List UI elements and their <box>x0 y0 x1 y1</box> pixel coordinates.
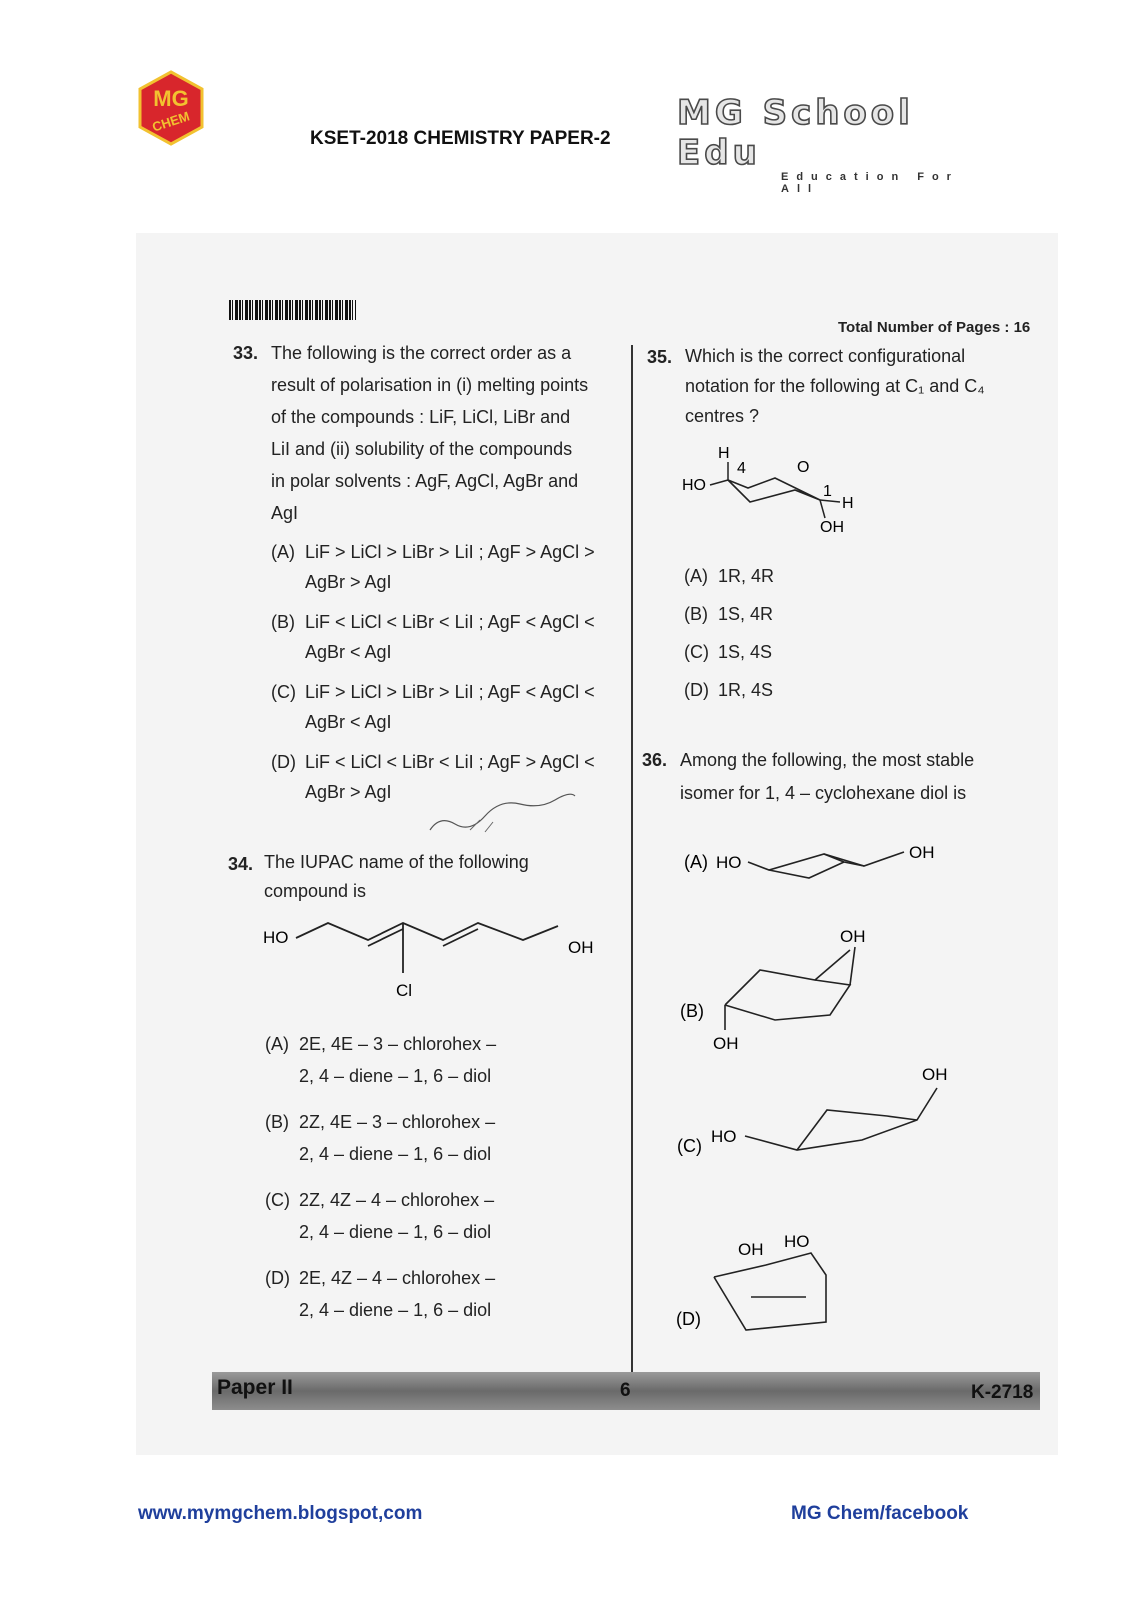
option-label: (B) <box>684 604 708 624</box>
option-text: LiF > LiCl > LiBr > LiI ; AgF > AgCl > <box>305 542 595 562</box>
question-line: notation for the following at C₁ and C₄ <box>685 376 985 396</box>
question-line: Among the following, the most stable <box>680 750 975 770</box>
option-c[interactable] <box>677 1060 967 1170</box>
option-text: 2, 4 – diene – 1, 6 – diol <box>299 1222 492 1242</box>
option-a[interactable] <box>684 557 884 595</box>
question-line: Which is the correct configurational <box>685 346 966 366</box>
brand-block <box>677 93 997 195</box>
question-line: compound is <box>264 881 367 901</box>
atom-label: H <box>842 495 854 512</box>
option-text: 1R, 4R <box>718 566 775 586</box>
svg-text:CHEM: CHEM <box>150 108 192 135</box>
question-number: 36. <box>642 750 668 770</box>
option-text: 2, 4 – diene – 1, 6 – diol <box>299 1300 492 1320</box>
option-b[interactable] <box>271 607 623 667</box>
question-line: The IUPAC name of the following <box>264 852 529 872</box>
option-text: LiF < LiCl < LiBr < LiI ; AgF < AgCl < <box>305 612 595 632</box>
option-text: 1S, 4R <box>718 604 774 624</box>
facebook-link[interactable]: MG Chem/facebook <box>791 1503 969 1524</box>
atom-label: OH <box>840 927 866 946</box>
brand-name: MG School Edu <box>677 93 914 173</box>
question-33 <box>233 337 623 807</box>
atom-label: HO <box>716 853 742 872</box>
atom-label: HO <box>682 477 706 494</box>
atom-label: HO <box>784 1232 810 1251</box>
option-label: (B) <box>265 1112 289 1132</box>
page-title: KSET-2018 CHEMISTRY PAPER-2 <box>310 128 611 149</box>
option-text: AgBr < AgI <box>305 712 392 732</box>
option-text: 2, 4 – diene – 1, 6 – diol <box>299 1144 492 1164</box>
atom-label: 1 <box>823 483 832 500</box>
option-label: (C) <box>677 1136 702 1156</box>
svg-text:MG: MG <box>153 86 189 111</box>
question-34 <box>228 848 623 906</box>
blog-link[interactable]: www.mymgchem.blogspot,com <box>138 1503 423 1524</box>
option-text: AgBr > AgI <box>305 572 392 592</box>
handwritten-scribble <box>425 790 585 840</box>
q34-structure <box>258 918 608 1008</box>
question-number: 33. <box>233 343 259 363</box>
mg-chem-logo <box>138 70 204 146</box>
option-c[interactable] <box>684 633 884 671</box>
atom-label: OH <box>713 1034 739 1053</box>
option-label: (D) <box>676 1309 701 1329</box>
atom-label: HO <box>263 928 289 947</box>
atom-label: OH <box>922 1065 948 1084</box>
column-divider <box>631 345 633 1377</box>
atom-label: OH <box>738 1240 764 1259</box>
q36-structure-d <box>676 1225 856 1335</box>
footer-paper-label: Paper II <box>217 1376 293 1399</box>
option-d[interactable] <box>676 1225 856 1340</box>
question-36 <box>642 744 1042 810</box>
option-text: AgBr > AgI <box>305 782 392 802</box>
option-a[interactable] <box>684 844 954 889</box>
question-line: LiI and (ii) solubility of the compounds <box>271 439 573 459</box>
option-label: (A) <box>271 542 295 562</box>
option-text: 2E, 4Z – 4 – chlorohex – <box>299 1268 496 1288</box>
option-label: (D) <box>684 680 709 700</box>
brand-tagline: Education For All <box>781 171 959 195</box>
question-number: 34. <box>228 854 254 874</box>
total-pages: Total Number of Pages : 16 <box>838 319 1031 336</box>
atom-label: Cl <box>396 981 413 1000</box>
question-line: The following is the correct order as a <box>271 343 572 363</box>
option-label: (A) <box>684 852 708 872</box>
option-label: (B) <box>680 1001 704 1021</box>
question-line: of the compounds : LiF, LiCl, LiBr and <box>271 407 571 427</box>
atom-label: OH <box>909 844 935 862</box>
footer-code: K-2718 <box>971 1382 1034 1403</box>
atom-label: OH <box>568 938 594 957</box>
atom-label: 4 <box>737 460 746 477</box>
barcode <box>229 300 356 320</box>
option-label: (C) <box>265 1190 290 1210</box>
q36-structure-c <box>677 1060 967 1165</box>
option-label: (A) <box>684 566 708 586</box>
atom-label: HO <box>711 1127 737 1146</box>
question-line: AgI <box>271 503 299 523</box>
option-label: (C) <box>684 642 709 662</box>
option-label: (D) <box>271 752 296 772</box>
atom-label: O <box>797 459 810 476</box>
option-label: (D) <box>265 1268 290 1288</box>
option-text: LiF > LiCl > LiBr > LiI ; AgF < AgCl < <box>305 682 595 702</box>
q35-structure <box>680 440 880 540</box>
option-b[interactable] <box>680 925 880 1060</box>
option-b[interactable] <box>265 1106 625 1170</box>
footer-page-number: 6 <box>620 1380 631 1401</box>
q36-structure-a <box>684 844 954 884</box>
question-number: 35. <box>647 347 673 367</box>
option-d[interactable] <box>684 671 884 709</box>
option-text: 1R, 4S <box>718 680 774 700</box>
option-b[interactable] <box>684 595 884 633</box>
q35-options <box>684 557 884 709</box>
option-c[interactable] <box>265 1184 625 1248</box>
option-c[interactable] <box>271 677 623 737</box>
option-text: 2E, 4E – 3 – chlorohex – <box>299 1034 497 1054</box>
option-label: (C) <box>271 682 296 702</box>
option-label: (B) <box>271 612 295 632</box>
option-text: 2Z, 4E – 3 – chlorohex – <box>299 1112 496 1132</box>
option-text: 2, 4 – diene – 1, 6 – diol <box>299 1066 492 1086</box>
q36-structure-b <box>680 925 880 1055</box>
option-d[interactable] <box>265 1262 625 1326</box>
question-line: isomer for 1, 4 – cyclohexane diol is <box>680 783 967 803</box>
question-line: centres ? <box>685 406 760 426</box>
option-text: 1S, 4S <box>718 642 773 662</box>
option-a[interactable] <box>271 537 623 597</box>
question-line: in polar solvents : AgF, AgCl, AgBr and <box>271 471 579 491</box>
option-text: LiF < LiCl < LiBr < LiI ; AgF > AgCl < <box>305 752 595 772</box>
option-label: (A) <box>265 1034 289 1054</box>
option-text: 2Z, 4Z – 4 – chlorohex – <box>299 1190 495 1210</box>
option-a[interactable] <box>265 1028 625 1092</box>
question-line: result of polarisation in (i) melting points <box>271 375 589 395</box>
q34-options <box>265 1028 625 1326</box>
option-text: AgBr < AgI <box>305 642 392 662</box>
atom-label: OH <box>820 519 844 536</box>
question-35 <box>647 341 1042 431</box>
atom-label: H <box>718 445 730 462</box>
